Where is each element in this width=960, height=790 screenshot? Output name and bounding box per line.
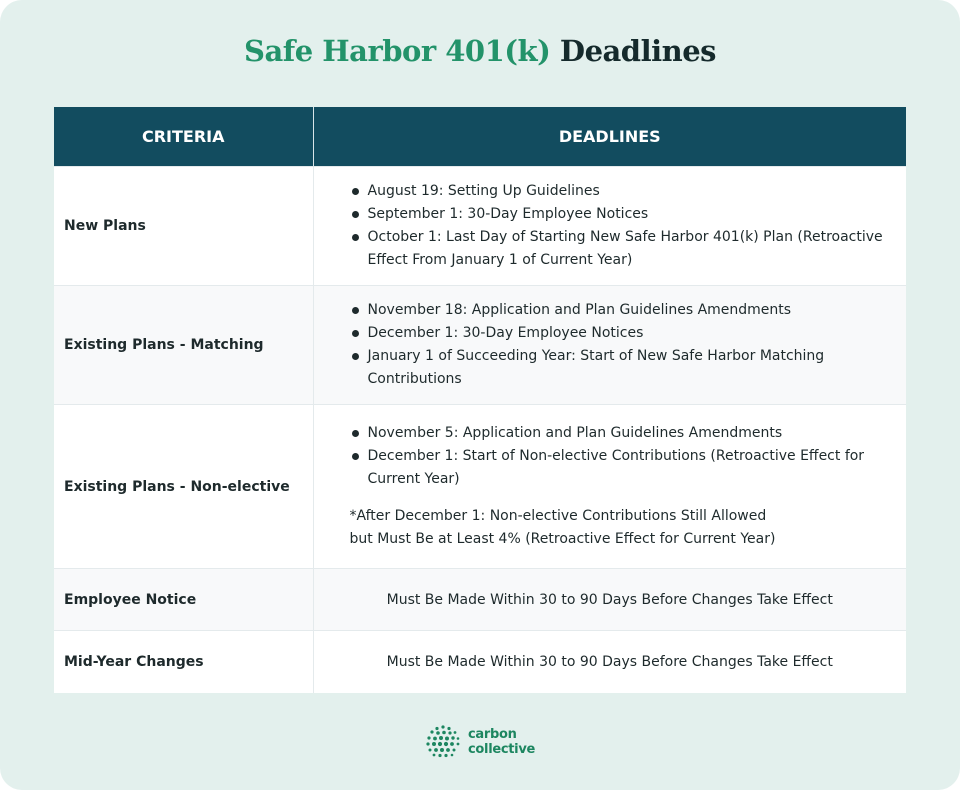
criteria-cell: Employee Notice <box>54 569 313 631</box>
criteria-cell: Existing Plans - Non-elective <box>54 405 313 569</box>
logo-text-line1: carbon <box>468 727 517 742</box>
criteria-cell: New Plans <box>54 167 313 286</box>
deadline-list <box>314 422 907 491</box>
footnote-line: *After December 1: Non-elective Contributions Still Allowed <box>349 508 767 524</box>
table-row <box>54 286 906 405</box>
deadlines-cell <box>313 286 906 405</box>
table-row <box>54 569 906 631</box>
footnote <box>314 505 907 551</box>
list-item: November 5: Application and Plan Guidelines Amendments <box>352 422 907 445</box>
logo-wordmark <box>468 727 535 757</box>
list-item: September 1: 30-Day Employee Notices <box>352 203 907 226</box>
footnote-line: but Must Be at Least 4% (Retroactive Effect for Current Year) <box>349 531 776 547</box>
criteria-cell: Mid-Year Changes <box>54 631 313 693</box>
title-rest: Deadlines <box>559 34 716 68</box>
dotted-circle-logo-icon <box>424 723 462 761</box>
page-title <box>0 34 960 68</box>
deadlines-cell <box>313 167 906 286</box>
title-highlight: Safe Harbor 401(k) <box>244 34 551 68</box>
deadline-list <box>314 180 907 272</box>
table-row <box>54 167 906 286</box>
list-item: November 18: Application and Plan Guidelines Amendments <box>352 299 907 322</box>
header-criteria: CRITERIA <box>54 107 313 167</box>
list-item: October 1: Last Day of Starting New Safe Harbor 401(k) Plan (Retroactive Effect From January 1 of Current Year) <box>352 226 907 272</box>
deadline-list <box>314 299 907 391</box>
deadlines-cell <box>313 405 906 569</box>
header-deadlines: DEADLINES <box>313 107 906 167</box>
logo-text-line2: collective <box>468 742 536 757</box>
list-item: January 1 of Succeeding Year: Start of New Safe Harbor Matching Contributions <box>352 345 907 391</box>
table-row <box>54 405 906 569</box>
table-row <box>54 631 906 693</box>
criteria-cell: Existing Plans - Matching <box>54 286 313 405</box>
deadlines-table <box>54 107 906 693</box>
deadlines-cell: Must Be Made Within 30 to 90 Days Before Changes Take Effect <box>313 631 906 693</box>
list-item: December 1: Start of Non-elective Contributions (Retroactive Effect for Current Year) <box>352 445 907 491</box>
list-item: August 19: Setting Up Guidelines <box>352 180 907 203</box>
deadlines-cell: Must Be Made Within 30 to 90 Days Before Changes Take Effect <box>313 569 906 631</box>
brand-logo <box>424 723 535 761</box>
list-item: December 1: 30-Day Employee Notices <box>352 322 907 345</box>
table-header-row <box>54 107 906 167</box>
